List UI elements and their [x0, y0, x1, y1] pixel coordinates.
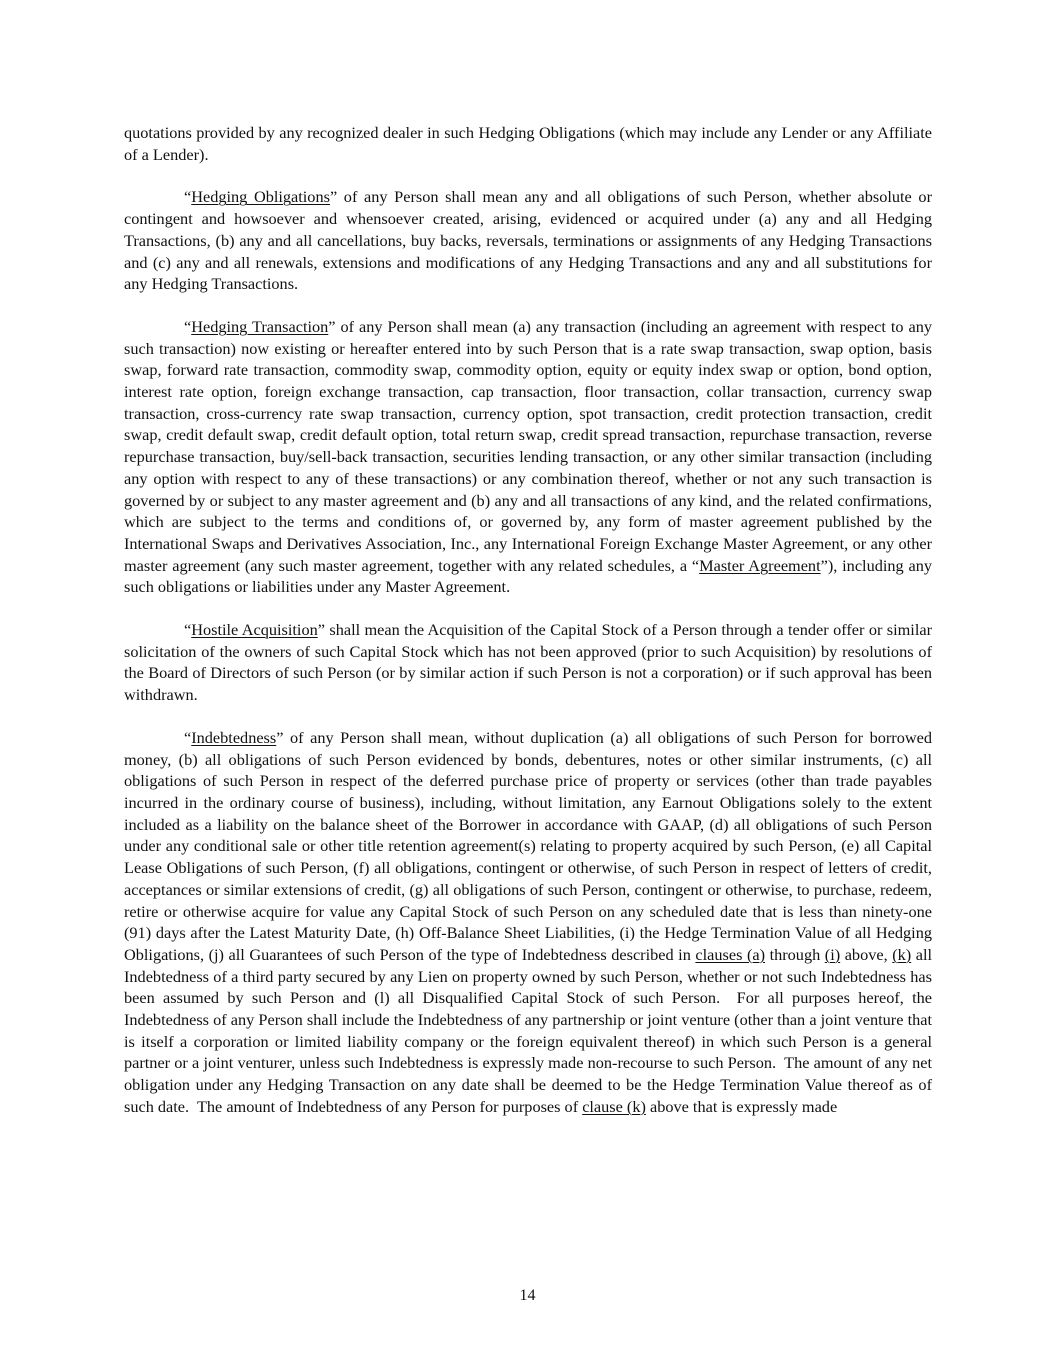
paragraph-text: ” shall mean the Acquisition of the Capital Stock of a Person through a tender offer or similar solicitation of the owners of such Capital Stock which has not been approved (prior to such Acquisition) by resolutions of the Board of Directors of such Person (or by similar action if such Person is not a corporation) or if such approval has been withdrawn. [124, 620, 932, 705]
paragraph-hostile-acquisition [124, 619, 932, 706]
paragraph-text: ” of any Person shall mean (a) any transaction (including an agreement with respect to any such transaction) now existing or hereafter entered into by such Person that is a rate swap transaction, swap option, basis swap, forward rate transaction, commodity swap, commodity option, equity or equity index swap or option, bond option, interest rate option, foreign exchange transaction, cap transaction, floor transaction, collar transaction, currency swap transaction, cross-currency rate swap transaction, currency option, spot transaction, credit protection transaction, credit swap, credit default swap, credit default option, total return swap, credit spread transaction, repurchase transaction, reverse repurchase transaction, buy/sell-back transaction, securities lending transaction, or any other similar transaction (including any option with respect to any of these transactions) or any combination thereof, whether or not any such transaction is governed by or subject to any master agreement and (b) any and all transactions of any kind, and the related confirmations, which are subject to the terms and conditions of, or governed by, any form of master agreement published by the International Swaps and Derivatives Association, Inc., any International Foreign Exchange Master Agreement, or any other master agreement (any such master agreement, together with any related schedules, a “ [124, 316, 932, 575]
paragraph-text: above, [840, 944, 893, 964]
clause-reference: clause (k) [582, 1096, 646, 1116]
paragraph-text: “ [184, 316, 192, 336]
paragraph-hedging-transaction [124, 316, 932, 598]
definitions-body [124, 122, 932, 1118]
paragraph-text: ”), including any such obligations or liabilities under any Master Agreement. [124, 555, 932, 597]
clause-reference: (i) [824, 944, 841, 964]
paragraph-text: ” of any Person shall mean any and all obligations of such Person, whether absolute or contingent and howsoever and whensoever created, arising, evidenced or acquired under (a) any and all Hedging Transactions, (b) any and all cancellations, buy backs, reversals, terminations or assignments of any Hedging Transactions and (c) any and all renewals, extensions and modifications of any Hedging Transactions and any and all substitutions for any Hedging Transactions. [124, 187, 932, 294]
paragraph-text: all Indebtedness of a third party secured by any Lien on property owned by such Person, whether or not such Indebtedness has been assumed by such Person and (l) all Disqualified Capital Stock of such Person. For all purposes hereof, the Indebtedness of any Person shall include the Indebtedness of any partnership or joint venture (other than a joint venture that is itself a corporation or limited liability company or the foreign equivalent thereof) in which such Person is a general partner or a joint venturer, unless such Indebtedness is expressly made non-recourse to such Person. The amount of any net obligation under any Hedging Transaction on any date shall be deemed to be the Hedge Termination Value thereof as of such date. The amount of Indebtedness of any Person for purposes of [124, 944, 933, 1116]
paragraph-text: through [765, 944, 825, 964]
defined-term: Hedging Transaction [191, 316, 329, 336]
page-number: 14 [519, 1287, 536, 1304]
paragraph-text: “ [184, 620, 192, 640]
paragraph-continuation [124, 122, 932, 165]
clause-reference: (k) [892, 944, 912, 964]
paragraph-indebtedness [124, 727, 932, 1118]
paragraph-hedging-obligations [124, 186, 932, 295]
defined-term: Hedging Obligations [191, 187, 330, 207]
defined-term: Master Agreement [699, 555, 821, 575]
clause-reference: clauses (a) [695, 944, 766, 964]
paragraph-text: “ [184, 727, 192, 747]
paragraph-text: above that is expressly made [645, 1096, 838, 1116]
document-page [124, 122, 932, 1118]
paragraph-text: “ [184, 187, 192, 207]
defined-term: Hostile Acquisition [191, 620, 318, 640]
paragraph-text: ” of any Person shall mean, without duplication (a) all obligations of such Person for borrowed money, (b) all obligations of such Person evidenced by bonds, debentures, notes or other similar instruments, (c) all obligations of such Person in respect of the deferred purchase price of property or services (other than trade payables incurred in the ordinary course of business), including, without limitation, any Earnout Obligations solely to the extent included as a liability on the balance sheet of the Borrower in accordance with GAAP, (d) all obligations of such Person under any conditional sale or other title retention agreement(s) relating to property acquired by such Person, (e) all Capital Lease Obligations of such Person, (f) all obligations, contingent or otherwise, of such Person in respect of letters of credit, acceptances or similar extensions of credit, (g) all obligations of such Person, contingent or otherwise, to purchase, redeem, retire or otherwise acquire for value any Capital Stock of such Person on any scheduled date that is less than ninety-one (91) days after the Latest Maturity Date, (h) Off-Balance Sheet Liabilities, (i) the Hedge Termination Value of all Hedging Obligations, (j) all Guarantees of such Person of the type of Indebtedness described in [124, 727, 932, 964]
defined-term: Indebtedness [191, 727, 277, 747]
paragraph-text: quotations provided by any recognized dealer in such Hedging Obligations (which may include any Lender or any Affiliate of a Lender). [124, 123, 932, 164]
